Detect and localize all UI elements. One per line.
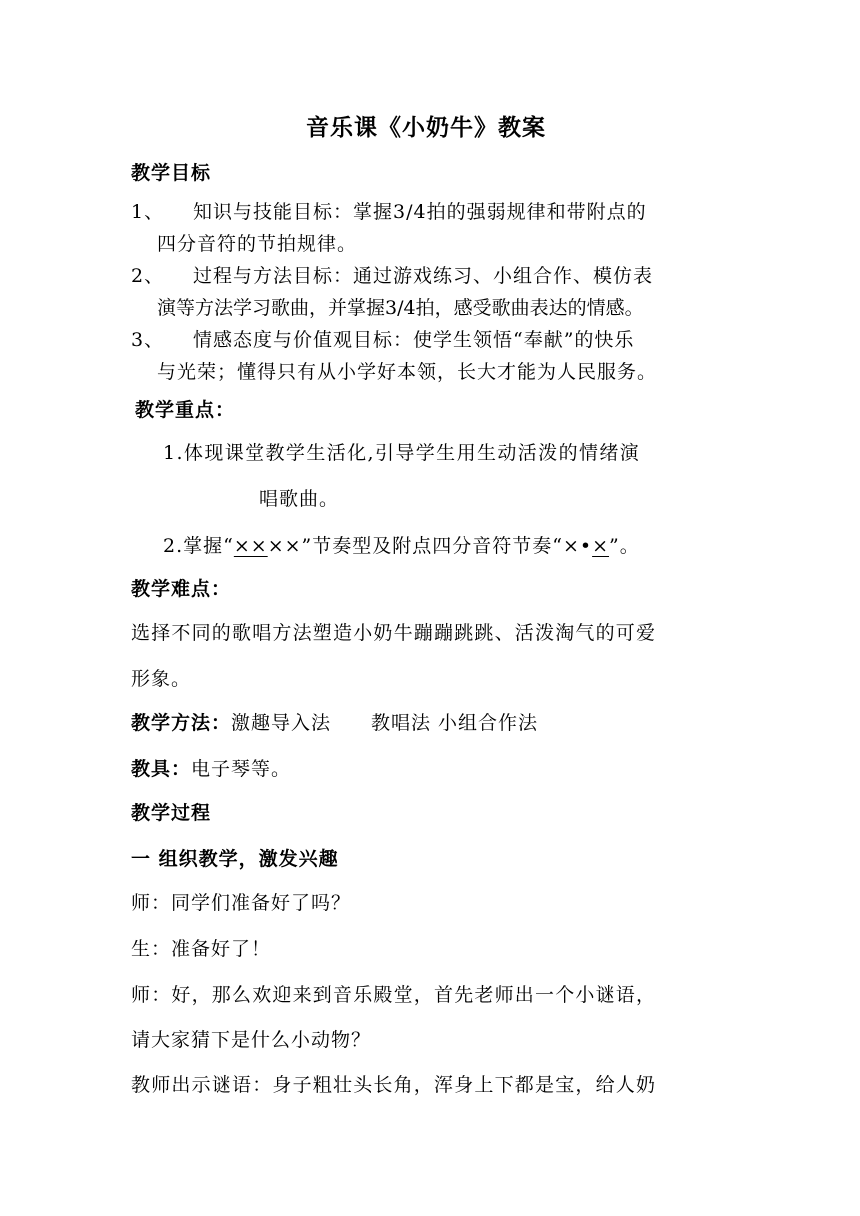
dialogue-line: 生：准备好了！ xyxy=(131,938,272,960)
key-point-2 xyxy=(163,534,640,558)
dialogue-line: 请大家猜下是什么小动物？ xyxy=(131,1029,372,1051)
rhythm-underlined: ×× xyxy=(233,535,268,557)
key-point-2-suffix: ”。 xyxy=(609,535,640,557)
goal-text: 知识与技能目标：掌握3/4拍的强弱规律和带附点的 xyxy=(193,201,647,223)
dialogue-line: 师：同学们准备好了吗？ xyxy=(131,892,352,914)
goals-heading: 教学目标 xyxy=(131,162,212,184)
key-point-2-middle: ××”节奏型及附点四分音符节奏“×• xyxy=(267,535,593,557)
rhythm-underlined-2: × xyxy=(592,535,610,557)
key-point-1-cont: 唱歌曲。 xyxy=(259,488,340,510)
process-section-1: 一 组织教学，激发兴趣 xyxy=(131,848,339,870)
page-title: 音乐课《小奶牛》教案 xyxy=(306,114,546,141)
goal-item-3-cont: 与光荣；懂得只有从小学好本领，长大才能为人民服务。 xyxy=(157,361,658,383)
methods-text: 激趣导入法 教唱法 小组合作法 xyxy=(231,712,539,734)
goal-number: 1、 xyxy=(131,201,165,223)
difficulties-text: 选择不同的歌唱方法塑造小奶牛蹦蹦跳跳、活泼淘气的可爱 xyxy=(131,622,657,644)
methods-label: 教学方法： xyxy=(131,712,232,734)
goal-text: 过程与方法目标：通过游戏练习、小组合作、模仿表 xyxy=(193,265,654,287)
key-points-heading: 教学重点： xyxy=(135,399,236,421)
tools-text: 电子琴等。 xyxy=(191,758,292,780)
key-point-2-prefix: 2.掌握“ xyxy=(163,535,234,557)
goal-item-1-cont: 四分音符的节拍规律。 xyxy=(157,233,358,255)
difficulties-text-cont: 形象。 xyxy=(131,668,192,690)
tools-line xyxy=(131,757,291,781)
goal-item-2 xyxy=(131,264,653,288)
goal-number: 3、 xyxy=(131,329,165,351)
key-point-1: 1.体现课堂教学生活化,引导学生用生动活泼的情绪演 xyxy=(163,442,641,464)
goal-item-3 xyxy=(131,328,634,352)
dialogue-line: 师：好，那么欢迎来到音乐殿堂，首先老师出一个小谜语， xyxy=(131,984,657,1006)
goal-item-2-cont: 演等方法学习歌曲，并掌握3/4拍，感受歌曲表达的情感。 xyxy=(157,297,644,319)
goal-item-1 xyxy=(131,200,647,224)
methods-line xyxy=(131,711,538,735)
goal-text: 情感态度与价值观目标：使学生领悟“奉献”的快乐 xyxy=(193,329,635,351)
difficulties-heading: 教学难点： xyxy=(131,578,232,600)
goal-number: 2、 xyxy=(131,265,165,287)
dialogue-line: 教师出示谜语：身子粗壮头长角，浑身上下都是宝，给人奶 xyxy=(131,1074,657,1096)
process-heading: 教学过程 xyxy=(131,802,212,824)
tools-label: 教具： xyxy=(131,758,192,780)
